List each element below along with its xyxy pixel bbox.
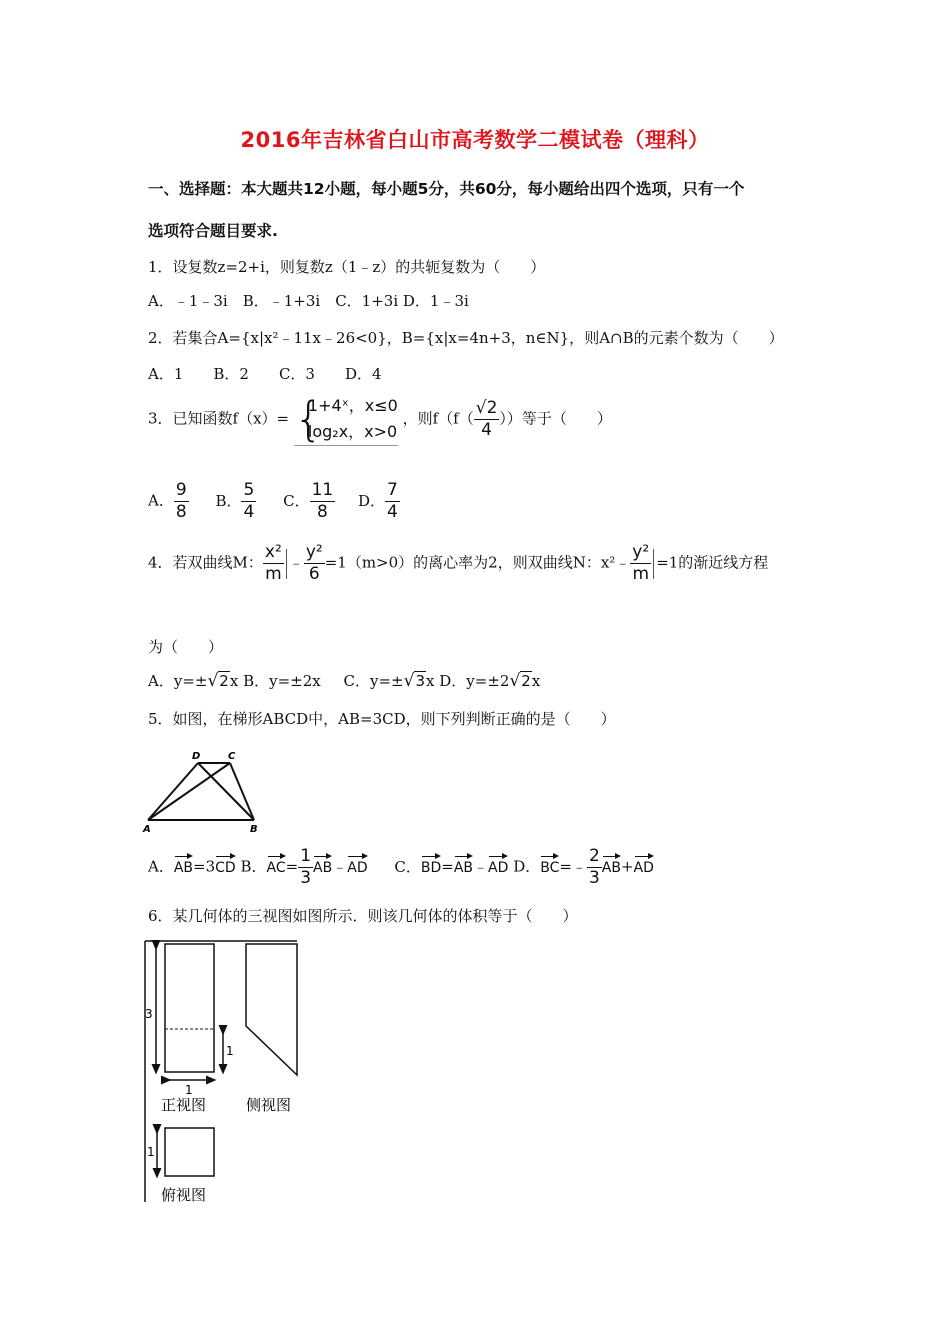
vector-ab: AB — [602, 853, 621, 876]
label-c: C — [228, 751, 236, 762]
vector-cd: CD — [215, 853, 236, 876]
q5-option-c-minus: ﹣ — [473, 857, 489, 876]
piecewise-case-1: 1+4ˣ，x≤0 — [307, 396, 398, 415]
vector-ad: AD — [634, 853, 654, 876]
vector-ac: AC — [267, 853, 286, 876]
q3-option-b-label: B． — [215, 491, 242, 510]
top-view-label: 俯视图 — [161, 1186, 207, 1204]
q5-option-d-den: 3 — [588, 868, 600, 888]
q3-option-c-num: 11 — [311, 480, 334, 500]
diagonal-ac — [148, 763, 230, 820]
q5-option-b-eq: = — [285, 857, 299, 876]
q4-mid: =1（m>0）的离心率为2，则双曲线N：x²﹣ — [324, 553, 631, 572]
q3-mid: ，则f（f（ — [402, 409, 474, 428]
diagonal-bd — [198, 763, 254, 820]
q3-option-d — [385, 480, 400, 523]
q4-option-d-post: x — [531, 672, 541, 690]
section-heading-line2: 选项符合题目要求. — [148, 222, 278, 240]
question-4-line2: 为（ ） — [148, 638, 224, 656]
q3-option-a-num: 9 — [175, 480, 187, 500]
q3-option-c-den: 8 — [316, 502, 328, 522]
vector-ab: AB — [174, 853, 193, 876]
q3-option-b-num: 5 — [243, 480, 255, 500]
label-a: A — [143, 824, 151, 834]
q4-f3-num: y² — [632, 542, 650, 562]
label-b: B — [250, 824, 258, 834]
q5-option-b-minus: ﹣ — [332, 857, 348, 876]
q3-option-d-den: 4 — [387, 502, 398, 522]
three-view-figure — [140, 938, 310, 1204]
q5-option-d-plus: + — [620, 857, 634, 876]
sqrt-icon: √ — [509, 671, 521, 691]
q3-fraction-num: √2 — [475, 398, 498, 418]
q3-option-a — [174, 480, 189, 523]
q4-f2-den: 6 — [308, 564, 320, 584]
vector-ad: AD — [488, 853, 508, 876]
top-view-rect — [165, 1128, 214, 1176]
section-heading-line1: 一、选择题：本大题共12小题，每小题5分，共60分，每小题给出四个选项，只有一个 — [148, 180, 745, 198]
q4-prefix: 4．若双曲线M： — [148, 553, 263, 572]
q4-fraction-3 — [630, 542, 651, 585]
q4-f3-den: m — [632, 564, 650, 584]
vector-ad: AD — [347, 853, 367, 876]
vector-bd: BD — [421, 853, 441, 876]
question-1-stem: 1．设复数z=2+i，则复数z（1﹣z）的共轭复数为（ ） — [148, 258, 546, 276]
q4-f1-num: x² — [264, 542, 282, 562]
q4-fraction-1 — [263, 542, 284, 585]
q3-option-b-den: 4 — [243, 502, 255, 522]
q3-option-a-den: 8 — [175, 502, 187, 522]
q5-option-a-label: A． — [148, 857, 174, 876]
question-2-options: A．1 B．2 C．3 D．4 — [148, 365, 382, 383]
q4-f1-den: m — [265, 564, 282, 584]
q4-option-c-pre: C．y=± — [343, 672, 404, 690]
label-d: D — [192, 751, 201, 762]
q3-option-b — [241, 480, 256, 523]
question-3-options — [148, 480, 400, 523]
piecewise-case-2: log₂x，x>0 — [307, 422, 398, 441]
front-view-label: 正视图 — [161, 1096, 207, 1114]
q3-fraction — [474, 398, 500, 441]
question-5-stem: 5．如图，在梯形ABCD中，AB=3CD，则下列判断正确的是（ ） — [148, 710, 616, 728]
dimension-inner-label: 1 — [226, 1044, 234, 1058]
vector-ab: AB — [313, 853, 332, 876]
q3-fraction-den: 4 — [481, 420, 492, 440]
q5-option-b-den: 3 — [300, 868, 312, 888]
page-title: 2016年吉林省白山市高考数学二模试卷（理科） — [240, 128, 710, 152]
question-4-options — [148, 670, 540, 691]
q5-option-d-label: D． — [513, 857, 541, 876]
q3-prefix: 3．已知函数f（x）= — [148, 409, 290, 428]
dimension-top-label: 1 — [147, 1145, 155, 1159]
q5-option-c-label: C． — [394, 857, 421, 876]
q4-option-a-pre: A．y=± — [148, 672, 208, 690]
q5-option-b-fraction — [298, 846, 313, 889]
q4-minus: ﹣ — [288, 553, 304, 572]
sqrt-icon: √ — [207, 671, 219, 691]
q5-option-d-num: 2 — [588, 846, 600, 866]
side-view-label: 侧视图 — [246, 1096, 292, 1114]
front-view-rect — [165, 944, 214, 1072]
q4-option-a-post: x — [229, 672, 239, 690]
question-1-options: A．﹣1﹣3i B．﹣1+3i C．1+3i D．1﹣3i — [148, 292, 469, 310]
dimension-width-label: 1 — [185, 1083, 193, 1097]
q4-option-d-rad: 2 — [521, 672, 531, 690]
q5-option-b-num: 1 — [300, 846, 312, 866]
side-view-shape — [246, 944, 297, 1075]
q3-option-a-label: A． — [148, 491, 174, 510]
vector-ab: AB — [454, 853, 473, 876]
edge-cb — [230, 763, 254, 820]
divider — [653, 549, 654, 579]
q4-option-d-pre: D．y=±2 — [439, 672, 510, 690]
q4-suffix: =1的渐近线方程 — [656, 553, 769, 572]
q4-option-c-rad: 3 — [415, 672, 425, 690]
q4-option-c-post: x — [426, 672, 435, 690]
dimension-height-label: 3 — [145, 1007, 153, 1021]
q4-option-a-rad: 2 — [219, 672, 229, 690]
q3-suffix: ））等于（ ） — [499, 409, 612, 428]
trapezoid-figure — [140, 748, 265, 834]
q3-option-d-label: D． — [358, 491, 386, 510]
q5-option-a-eq: =3 — [193, 857, 216, 876]
piecewise-function — [294, 393, 398, 446]
q3-option-d-num: 7 — [387, 480, 398, 500]
vector-bc: BC — [540, 853, 559, 876]
q3-option-c — [310, 480, 336, 523]
question-5-options — [148, 846, 654, 889]
q3-option-c-label: C． — [283, 491, 310, 510]
q5-option-d-eq: =﹣ — [559, 857, 587, 876]
q4-f2-num: y² — [305, 542, 323, 562]
q5-option-c-eq: = — [441, 857, 454, 876]
question-2-stem: 2．若集合A={x|x²﹣11x﹣26<0}，B={x|x=4n+3，n∈N}，则A∩B的元素个数为（ ） — [148, 329, 784, 347]
question-3-stem — [148, 393, 612, 446]
q5-option-d-fraction — [587, 846, 602, 889]
q4-fraction-2 — [304, 542, 325, 585]
question-4-stem — [148, 542, 768, 585]
divider — [286, 549, 287, 579]
q4-option-b: B．y=±2x — [243, 672, 321, 690]
q5-option-b-label: B． — [240, 857, 267, 876]
brace-icon: { — [293, 392, 324, 446]
sqrt-icon: √ — [403, 671, 415, 691]
question-6-stem: 6．某几何体的三视图如图所示．则该几何体的体积等于（ ） — [148, 907, 578, 925]
